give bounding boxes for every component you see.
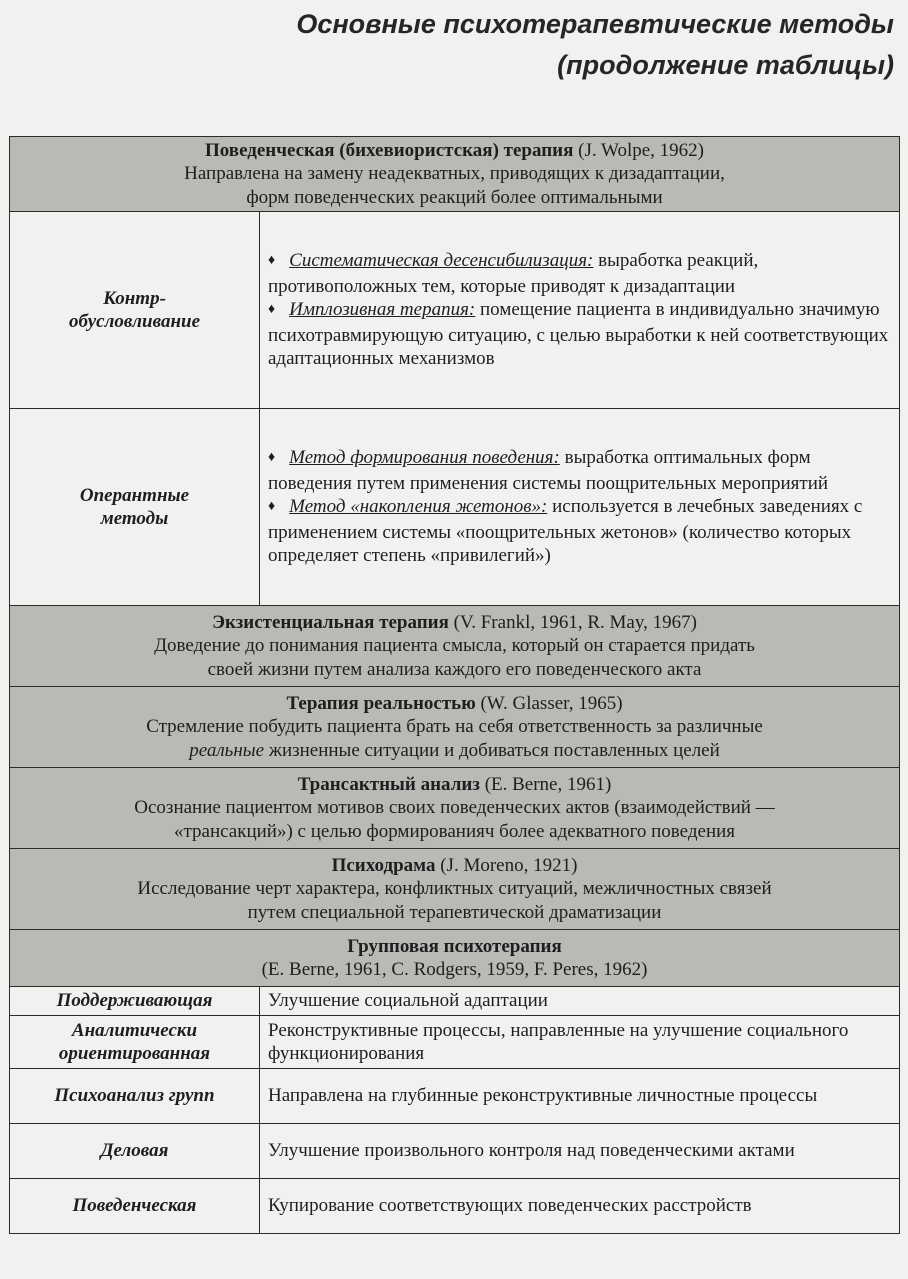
term-text: выработка оптимальных форм поведения путем применения системы поощрительных мероприятий bbox=[268, 447, 829, 494]
table-row bbox=[10, 1124, 900, 1179]
operant-label-line1: Оперантные bbox=[79, 484, 190, 506]
behavioral-description-line1: Направлена на замену неадекватных, приводящих к дизадаптации, bbox=[184, 163, 725, 185]
psychodrama-ref: (J. Moreno, 1921) bbox=[435, 854, 578, 876]
existential-row bbox=[10, 606, 900, 687]
term: Имплозивная терапия: bbox=[289, 299, 476, 321]
existential-name: Экзистенциальная терапия bbox=[212, 611, 449, 633]
term: Метод формирования поведения: bbox=[289, 447, 560, 469]
reality-name: Терапия реальностью bbox=[286, 692, 476, 714]
reality-description-italic: реальные bbox=[189, 739, 265, 761]
transactional-ref: (E. Berne, 1961) bbox=[479, 773, 612, 795]
reality-row bbox=[10, 687, 900, 768]
table-row bbox=[10, 1179, 900, 1234]
group-type-label: Психоанализ групп bbox=[10, 1069, 260, 1124]
list-item bbox=[268, 446, 891, 495]
group-name: Групповая психотерапия bbox=[347, 935, 562, 957]
transactional-description-line1: Осознание пациентом мотивов своих поведенческих актов (взаимодействий — bbox=[134, 797, 775, 819]
table-row bbox=[10, 1016, 900, 1069]
existential-description-line1: Доведение до понимания пациента смысла, который он старается придать bbox=[154, 635, 755, 657]
group-header bbox=[10, 930, 900, 987]
psychodrama-header bbox=[10, 849, 900, 930]
methods-table bbox=[9, 136, 900, 1234]
transactional-description-line2: «трансакций») с целью формированияч более адекватного поведения bbox=[173, 820, 736, 842]
counter-label-line2: обусловливание bbox=[68, 311, 201, 332]
behavioral-header bbox=[10, 137, 900, 212]
counter-conditioning-label bbox=[10, 212, 260, 409]
group-type-label: Поддерживающая bbox=[10, 987, 260, 1016]
counter-conditioning-row bbox=[10, 212, 900, 409]
group-header-row bbox=[10, 930, 900, 987]
group-type-label: Аналитически ориентированная bbox=[10, 1016, 260, 1069]
group-type-desc: Улучшение социальной адаптации bbox=[260, 987, 900, 1016]
behavioral-description-line2: форм поведенческих реакций более оптимальными bbox=[246, 186, 663, 208]
list-item bbox=[268, 298, 891, 371]
transactional-row bbox=[10, 768, 900, 849]
diamond-bullet-icon: ♦ bbox=[268, 253, 276, 269]
psychodrama-description-line2: путем специальной терапевтической драматизации bbox=[247, 901, 662, 923]
counter-label-line1: Контр- bbox=[103, 287, 166, 309]
group-type-label: Деловая bbox=[10, 1124, 260, 1179]
behavioral-header-row bbox=[10, 137, 900, 212]
list-item bbox=[268, 249, 891, 298]
term-text: выработка реакций, противоположных тем, которые приводят к дизадаптации bbox=[268, 250, 759, 297]
operant-methods-row bbox=[10, 409, 900, 606]
transactional-name: Трансактный анализ bbox=[297, 773, 480, 795]
counter-conditioning-desc bbox=[260, 212, 900, 409]
table-row bbox=[10, 987, 900, 1016]
reality-ref: (W. Glasser, 1965) bbox=[475, 692, 623, 714]
diamond-bullet-icon: ♦ bbox=[268, 302, 276, 318]
reality-description-line2: жизненные ситуации и добиваться поставленных целей bbox=[264, 739, 720, 761]
transactional-header bbox=[10, 768, 900, 849]
reality-description-line1: Стремление побудить пациента брать на себя ответственность за различные bbox=[146, 716, 763, 738]
diamond-bullet-icon: ♦ bbox=[268, 450, 276, 466]
group-type-desc: Направлена на глубинные реконструктивные личностные процессы bbox=[260, 1069, 900, 1124]
list-item bbox=[268, 495, 891, 568]
term-text: используется в лечебных заведениях с применением системы «поощрительных жетонов» (количество которых определяет степень «привилегий») bbox=[268, 496, 863, 567]
reality-header bbox=[10, 687, 900, 768]
term: Метод «накопления жетонов»: bbox=[289, 496, 548, 518]
term: Систематическая десенсибилизация: bbox=[289, 250, 594, 272]
operant-label-line2: методы bbox=[100, 508, 169, 529]
operant-methods-label bbox=[10, 409, 260, 606]
psychodrama-description-line1: Исследование черт характера, конфликтных ситуаций, межличностных связей bbox=[137, 878, 772, 900]
page-title-line1: Основные психотерапевтические методы bbox=[296, 9, 894, 39]
term-text: помещение пациента в индивидуально значимую психотравмирующую ситуацию, с целью выработки к ней соответствующих адаптационных механизмов bbox=[268, 299, 889, 370]
existential-header bbox=[10, 606, 900, 687]
existential-ref: (V. Frankl, 1961, R. May, 1967) bbox=[448, 611, 697, 633]
group-ref: (E. Berne, 1961, C. Rodgers, 1959, F. Peres, 1962) bbox=[261, 959, 648, 980]
behavioral-name: Поведенческая (бихевиористская) терапия bbox=[205, 139, 574, 161]
page-title-line2: (продолжение таблицы) bbox=[557, 50, 894, 80]
table-row bbox=[10, 1069, 900, 1124]
page-title bbox=[296, 4, 894, 86]
psychodrama-row bbox=[10, 849, 900, 930]
diamond-bullet-icon: ♦ bbox=[268, 499, 276, 515]
psychodrama-name: Психодрама bbox=[331, 854, 436, 876]
behavioral-ref: (J. Wolpe, 1962) bbox=[573, 139, 704, 161]
operant-methods-desc bbox=[260, 409, 900, 606]
group-type-desc: Реконструктивные процессы, направленные на улучшение социального функционирования bbox=[260, 1016, 900, 1069]
existential-description-line2: своей жизни путем анализа каждого его поведенческого акта bbox=[207, 658, 702, 680]
group-type-desc: Купирование соответствующих поведенческих расстройств bbox=[260, 1179, 900, 1234]
group-type-desc: Улучшение произвольного контроля над поведенческими актами bbox=[260, 1124, 900, 1179]
group-type-label: Поведенческая bbox=[10, 1179, 260, 1234]
